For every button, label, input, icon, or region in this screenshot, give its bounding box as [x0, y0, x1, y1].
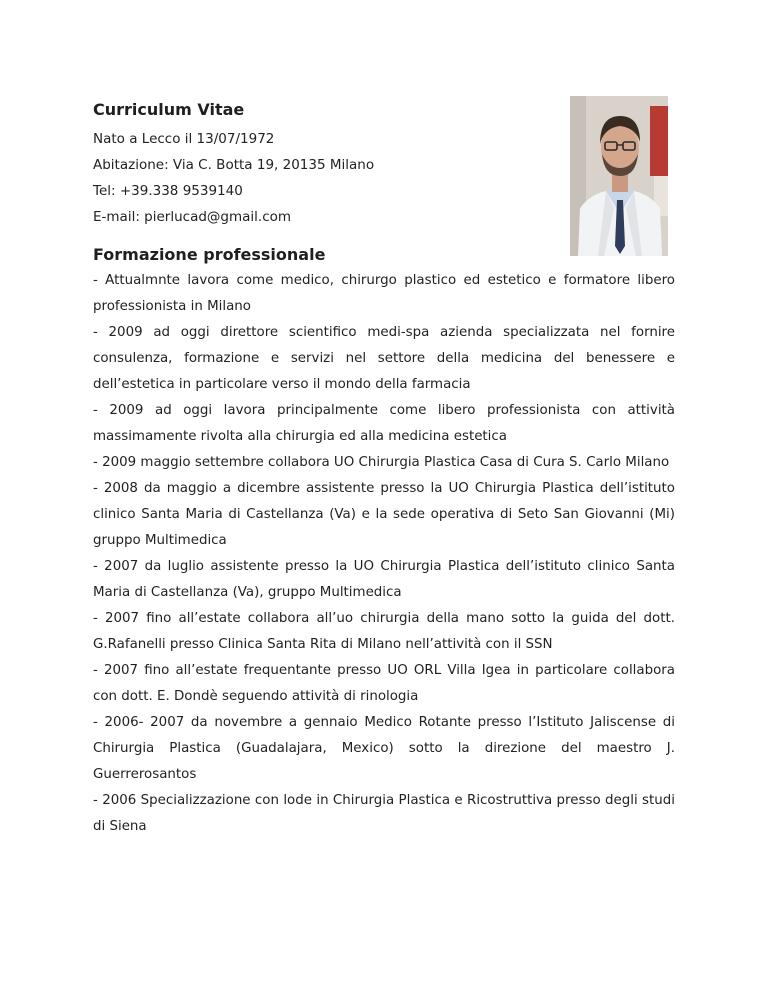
- entry-item: - 2009 maggio settembre collabora UO Chirurgia Plastica Casa di Cura S. Carlo Milano: [93, 455, 670, 470]
- portrait-image: [570, 96, 668, 256]
- entry-item: - 2007 fino all’estate collabora all’uo chirurgia della mano sotto la guida del dott. G.Rafanelli presso Clinica Santa Rita di Milano nell’attività con il SSN: [93, 611, 675, 652]
- entry-item: - 2007 da luglio assistente presso la UO Chirurgia Plastica dell’istituto clinico Santa Maria di Castellanza (Va), gruppo Multimedica: [93, 559, 675, 600]
- professional-training-section: [93, 243, 675, 840]
- entry-item: - 2006- 2007 da novembre a gennaio Medico Rotante presso l’Istituto Jaliscense di Chirurgia Plastica (Guadalajara, Mexico) sotto la direzione del maestro J. Guerrerosantos: [93, 715, 675, 782]
- entry-item: - 2007 fino all’estate frequentante presso UO ORL Villa Igea in particolare collabora con dott. E. Dondè seguendo attività di rinologia: [93, 663, 675, 704]
- entry-item: - 2009 ad oggi direttore scientifico medi-spa azienda specializzata nel fornire consulenza, formazione e servizi nel settore della medicina del benessere e dell’estetica in particolare verso il mondo della farmacia: [93, 325, 675, 392]
- email-info: E-mail: pierlucad@gmail.com: [93, 209, 292, 225]
- birth-info: Nato a Lecco il 13/07/1972: [93, 131, 275, 147]
- entry-item: - 2009 ad oggi lavora principalmente come libero professionista con attività massimamente rivolta alla chirurgia ed alla medicina estetica: [93, 403, 675, 444]
- cv-header: [93, 98, 563, 230]
- profile-photo: [570, 96, 668, 256]
- entry-item: - Attualmnte lavora come medico, chirurgo plastico ed estetico e formatore libero professionista in Milano: [93, 273, 675, 314]
- address-info: Abitazione: Via C. Botta 19, 20135 Milano: [93, 157, 375, 173]
- entry-item: - 2006 Specializzazione con lode in Chirurgia Plastica e Ricostruttiva presso degli studi di Siena: [93, 793, 675, 834]
- entry-item: - 2008 da maggio a dicembre assistente presso la UO Chirurgia Plastica dell’istituto clinico Santa Maria di Castellanza (Va) e la sede operativa di Seto San Giovanni (Mi) gruppo Multimedica: [93, 481, 675, 548]
- section-title: Formazione professionale: [93, 245, 326, 264]
- cv-title: Curriculum Vitae: [93, 100, 245, 119]
- phone-info: Tel: +39.338 9539140: [93, 183, 243, 199]
